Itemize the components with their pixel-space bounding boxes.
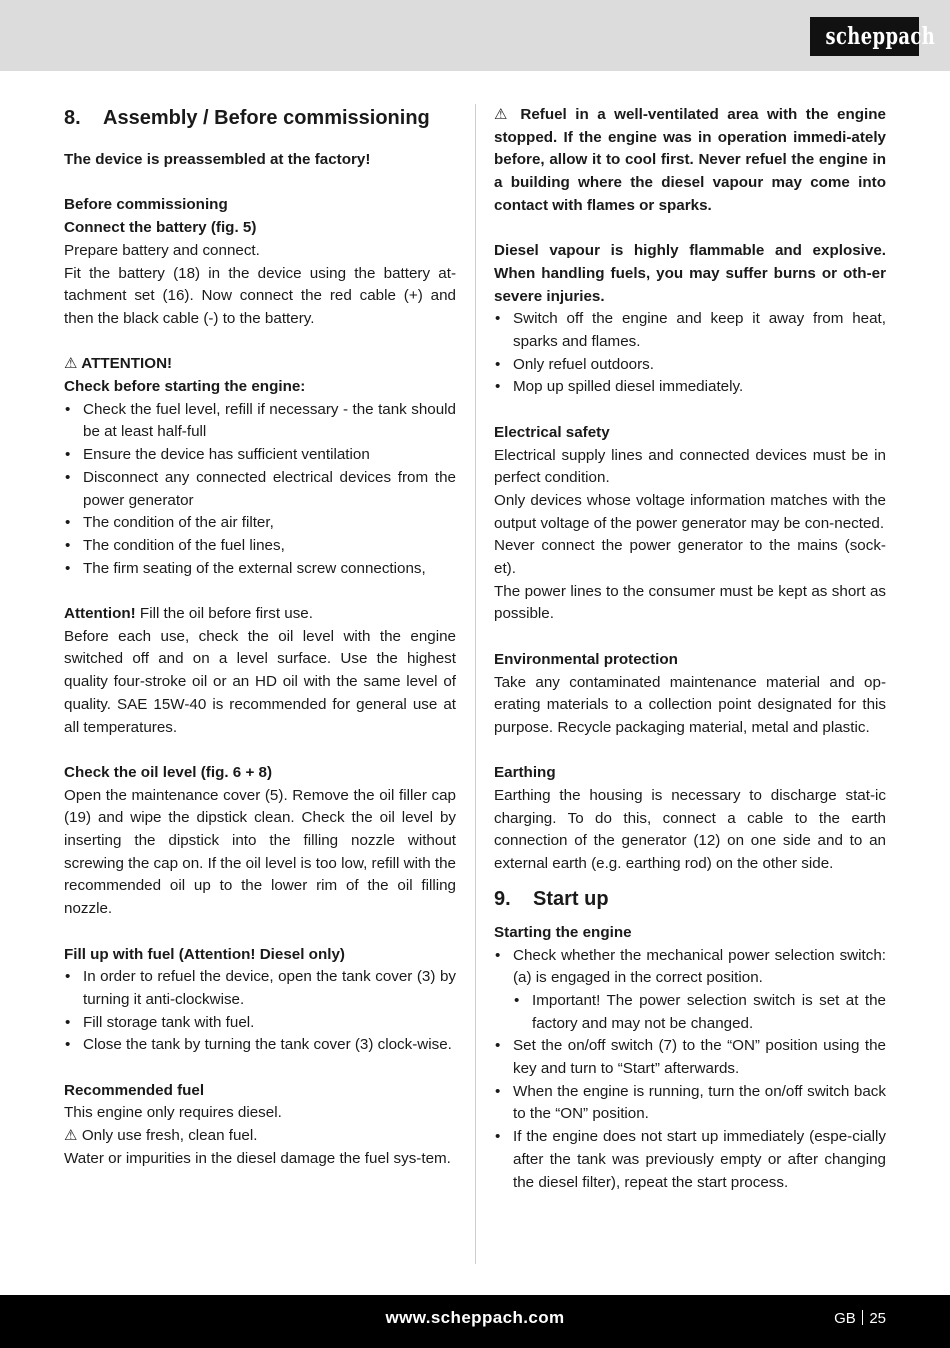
refuel-warning: ⚠ Refuel in a well-ventilated area with the engine stopped. If the engine was in operation immedi-ately before, allow it to cool first. Never refuel the engine in a building where the diesel vapour may come into contact with flames or sparks. (494, 106, 886, 214)
oil-attention: Attention! Fill the oil before first use. (64, 605, 313, 623)
list-item: • Only refuel outdoors. (494, 354, 886, 377)
list-item: • Switch off the engine and keep it away from heat, sparks and flames. (494, 308, 886, 353)
left-column (64, 104, 456, 1171)
list-item: • In order to refuel the device, open the tank cover (3) by turning it anti-clockwise. (64, 966, 456, 1011)
warning-icon: ⚠ (64, 1127, 78, 1145)
check-oil-heading: Check the oil level (fig. 6 + 8) (64, 763, 273, 781)
vapour-list (494, 308, 886, 399)
recommended-fuel-heading: Recommended fuel (64, 1081, 205, 1099)
electrical-text-4: The power lines to the consumer must be kept as short as possible. (494, 582, 886, 623)
column-divider (475, 104, 476, 1264)
connect-battery-heading: Connect the battery (fig. 5) (64, 219, 257, 237)
list-item: • When the engine is running, turn the on/off switch back to the “ON” position. (494, 1081, 886, 1126)
warning-icon: ⚠ (64, 355, 78, 373)
water-text: Water or impurities in the diesel damage the fuel sys-tem. (64, 1149, 451, 1167)
oil-text: Before each use, check the oil level with the engine switched off and on a level surface. Use the highest quality four-stroke oil or an HD oil with the same level of quality. SAE 15W-40 is recommended for general use at all temperatures. (64, 627, 456, 736)
earthing-text: Earthing the housing is necessary to discharge stat-ic charging. To do this, connect a cable to the earth connection of the generator (12) on one side and to an external earth (e.g. earthing rod) on the other side. (494, 787, 886, 873)
sub-list (513, 990, 886, 1035)
start-list (494, 945, 886, 1195)
starting-engine-heading: Starting the engine (494, 923, 632, 941)
list-item: • Set the on/off switch (7) to the “ON” position using the key and turn to “Start” afterwards. (494, 1035, 886, 1080)
check-before-heading: Check before starting the engine: (64, 378, 306, 395)
prepare-battery-text: Prepare battery and connect. (64, 241, 260, 259)
list-item: • Disconnect any connected electrical devices from the power generator (64, 467, 456, 512)
electrical-text-2: Only devices whose voltage information matches with the output voltage of the power generator may be con-nected. (494, 491, 886, 532)
website-link[interactable]: www.scheppach.com (385, 1308, 565, 1327)
warning-icon: ⚠ (494, 106, 512, 123)
list-item: • Mop up spilled diesel immediately. (494, 376, 886, 399)
vapour-warning: Diesel vapour is highly flammable and explosive. When handling fuels, you may suffer burns or oth-er severe injuries. (494, 242, 886, 305)
recommended-fuel-text: This engine only requires diesel. (64, 1104, 282, 1122)
section-heading-start-up: 9. Start up (494, 887, 609, 910)
list-item: • The firm seating of the external screw connections, (64, 558, 456, 581)
fresh-fuel-note: ⚠ Only use fresh, clean fuel. (64, 1127, 258, 1145)
list-item: • Check whether the mechanical power selection switch: (a) is engaged in the correct position. • Important! The power selection switch is set at the factory and may not be changed. (494, 945, 886, 1036)
section-heading-assembly: 8. Assembly / Before commissioning (64, 107, 430, 129)
list-item: • The condition of the fuel lines, (64, 535, 456, 558)
check-oil-text: Open the maintenance cover (5). Remove the oil filler cap (19) and wipe the dipstick clean. Check the oil level by inserting the dipstick into the filling nozzle without screwing the cap on. If the oil level is too low, refill with the recommended oil up to the lower rim of the oil filling nozzle. (64, 786, 456, 918)
list-item: • The condition of the air filter, (64, 512, 456, 535)
check-list (64, 399, 456, 581)
fuel-list (64, 966, 456, 1057)
list-item: • Close the tank by turning the tank cover (3) clock-wise. (64, 1034, 456, 1057)
right-column (494, 104, 886, 1194)
sub-list-item: • Important! The power selection switch is set at the factory and may not be changed. (513, 990, 886, 1035)
list-item: • Fill storage tank with fuel. (64, 1012, 456, 1035)
electrical-text-3: Never connect the power generator to the mains (sock-et). (494, 537, 886, 578)
list-item: • If the engine does not start up immediately (espe-cially after the tank was previously empty or after changing the diesel filter), repeat the start process. (494, 1126, 886, 1194)
list-item: • Ensure the device has sufficient ventilation (64, 444, 456, 467)
list-item: • Check the fuel level, refill if necessary - the tank should be at least half-full (64, 399, 456, 444)
brand-logo: scheppach (810, 17, 919, 56)
fuel-heading: Fill up with fuel (Attention! Diesel only) (64, 945, 345, 963)
header-bar (0, 0, 950, 71)
page-number: GB 25 (834, 1310, 886, 1327)
attention-heading: ⚠ ATTENTION! (64, 355, 173, 373)
before-commissioning-heading: Before commissioning (64, 196, 228, 214)
preassembled-note: The device is preassembled at the factory! (64, 151, 371, 168)
fit-battery-text: Fit the battery (18) in the device using the battery at-tachment set (16). Now connect the red cable (+) and then the black cable (-) to the battery. (64, 264, 456, 327)
electrical-safety-heading: Electrical safety (494, 423, 610, 441)
earthing-heading: Earthing (494, 764, 556, 782)
environment-heading: Environmental protection (494, 650, 678, 668)
environment-text: Take any contaminated maintenance material and op-erating materials to a collection point designated for this purpose. Recycle packaging material, metal and plastic. (494, 673, 886, 736)
footer-bar (0, 1295, 950, 1348)
electrical-text-1: Electrical supply lines and connected devices must be in perfect condition. (494, 446, 886, 487)
